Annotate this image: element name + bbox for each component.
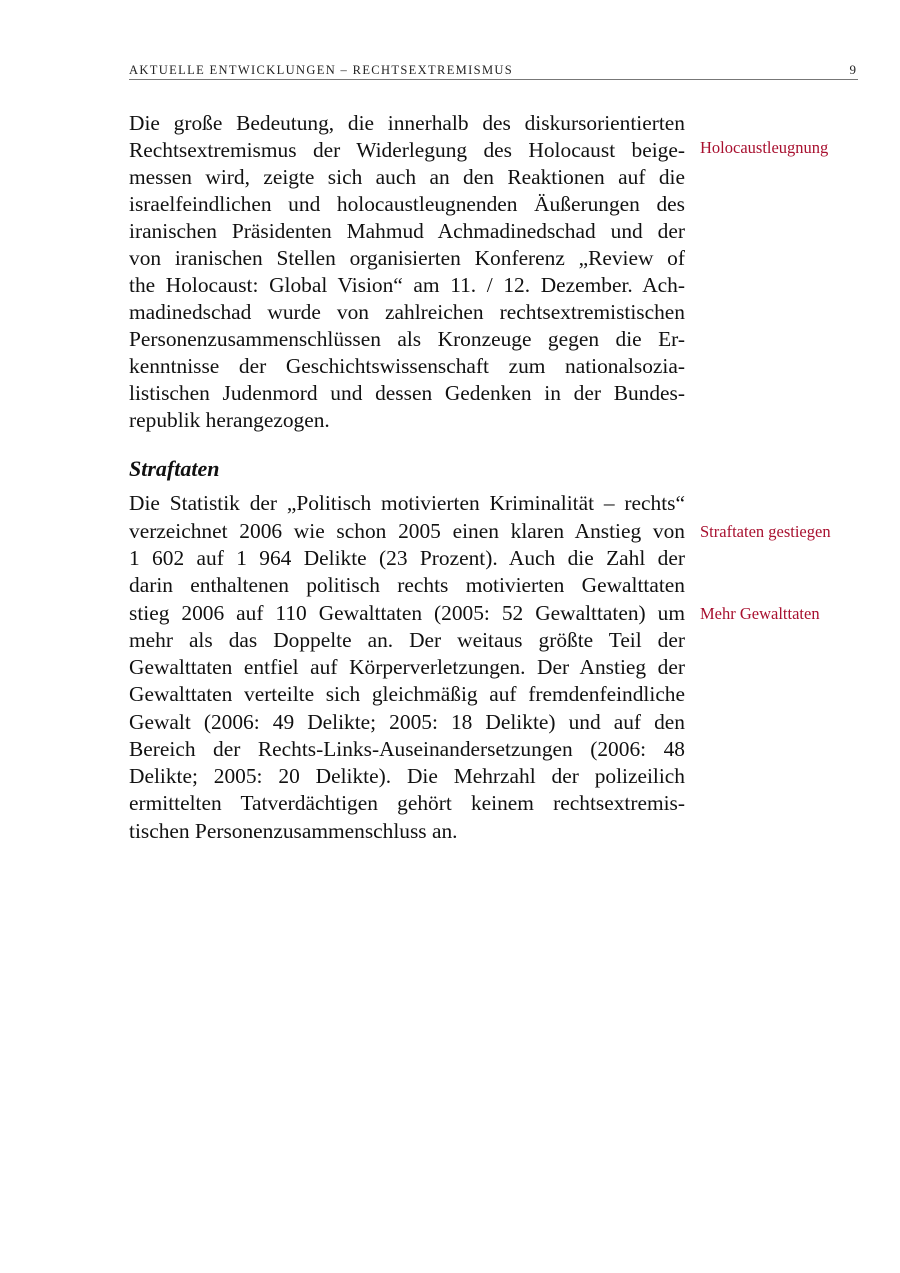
margin-note-mehr-gewalttaten: Mehr Gewalttaten bbox=[700, 604, 820, 623]
paragraph-2-line: verzeichnet 2006 wie schon 2005 einen klaren Anstieg von bbox=[129, 519, 685, 543]
margin-note-holocaustleugnung: Holocaustleugnung bbox=[700, 138, 829, 157]
paragraph-2-line: Delikte; 2005: 20 Delikte). Die Mehrzahl der polizeilich bbox=[129, 764, 685, 788]
paragraph-2-line: Gewalttaten verteilte sich gleichmäßig auf fremdenfeindliche bbox=[129, 682, 685, 706]
paragraph-1-line: madinedschad wurde von zahlreichen rechtsextremistischen bbox=[129, 300, 685, 324]
margin-note-straftaten-gestiegen: Straftaten gestiegen bbox=[700, 522, 831, 541]
paragraph-2-line: ermittelten Tatverdächtigen gehört keinem rechtsextremis- bbox=[129, 791, 685, 815]
paragraph-1-line: republik herangezogen. bbox=[129, 408, 330, 432]
paragraph-1-line: Die große Bedeutung, die innerhalb des diskursorientierten bbox=[129, 111, 685, 135]
running-header bbox=[129, 63, 858, 80]
paragraph-1-line: listischen Judenmord und dessen Gedenken in der Bundes- bbox=[129, 381, 685, 405]
paragraph-2-line: darin enthaltenen politisch rechts motivierten Gewalttaten bbox=[129, 573, 685, 597]
paragraph-2-line: stieg 2006 auf 110 Gewalttaten (2005: 52 Gewalttaten) um bbox=[129, 601, 685, 625]
paragraph-1-line: iranischen Präsidenten Mahmud Achmadinedschad und der bbox=[129, 219, 685, 243]
paragraph-2-line: mehr als das Doppelte an. Der weitaus größte Teil der bbox=[129, 628, 685, 652]
paragraph-1-line: kenntnisse der Geschichtswissenschaft zum nationalsozia- bbox=[129, 354, 685, 378]
paragraph-2-line: 1 602 auf 1 964 Delikte (23 Prozent). Auch die Zahl der bbox=[129, 546, 685, 570]
paragraph-1-line: israelfeindlichen und holocaustleugnenden Äußerungen des bbox=[129, 192, 685, 216]
paragraph-1-line: von iranischen Stellen organisierten Konferenz „Review of bbox=[129, 246, 685, 270]
paragraph-2-line: Gewalt (2006: 49 Delikte; 2005: 18 Delikte) und auf den bbox=[129, 710, 685, 734]
page-number: 9 bbox=[849, 62, 856, 77]
paragraph-2-line: Die Statistik der „Politisch motivierten Kriminalität – rechts“ bbox=[129, 491, 685, 515]
paragraph-2-line: tischen Personenzusammenschluss an. bbox=[129, 819, 458, 843]
paragraph-1-line: Personenzusammenschlüssen als Kronzeuge gegen die Er- bbox=[129, 327, 685, 351]
paragraph-1-line: the Holocaust: Global Vision“ am 11. / 12. Dezember. Ach- bbox=[129, 273, 685, 297]
paragraph-2-line: Gewalttaten entfiel auf Körperverletzungen. Der Anstieg der bbox=[129, 655, 685, 679]
running-title: AKTUELLE ENTWICKLUNGEN – RECHTSEXTREMISMUS bbox=[129, 63, 514, 77]
section-heading-straftaten: Straftaten bbox=[129, 456, 220, 481]
paragraph-1-line: Rechtsextremismus der Widerlegung des Holocaust beige- bbox=[129, 138, 685, 162]
paragraph-2-line: Bereich der Rechts-Links-Auseinandersetzungen (2006: 48 bbox=[129, 737, 685, 761]
paragraph-1-line: messen wird, zeigte sich auch an den Reaktionen auf die bbox=[129, 165, 685, 189]
